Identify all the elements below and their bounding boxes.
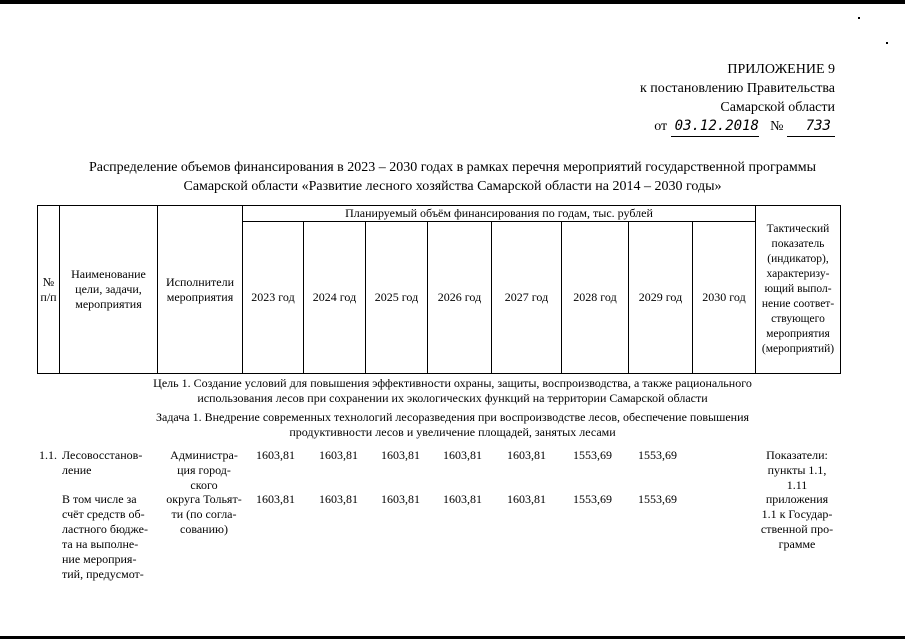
text-line: Лесовосстанов- [62, 448, 143, 462]
col-executors-header: Исполнители мероприятия [158, 206, 243, 374]
value-2024: 1603,81 [319, 492, 358, 506]
text-line: ление [62, 463, 92, 477]
text-line: ция город- [177, 463, 231, 477]
col-num-header: № п/п [38, 206, 60, 374]
text-line: ние мероприя- [62, 552, 137, 566]
value-2027: 1603,81 [507, 448, 546, 462]
col-name-header: Наименование цели, задачи, мероприятия [60, 206, 158, 374]
year-header: 2026 год [428, 222, 492, 374]
text-line: приложения [765, 492, 829, 506]
text-line: счёт средств об- [62, 507, 145, 521]
planned-funding-header: Планируемый объём финансирования по годам, тыс. рублей [243, 206, 756, 222]
row-number: 1.1. [39, 448, 57, 462]
value-2023: 1603,81 [256, 492, 295, 506]
text-line: Показатели: [766, 448, 828, 462]
top-border [0, 0, 905, 4]
goal-line-1: Цель 1. Создание условий для повышения эффективности охраны, защиты, воспроизводства, а также рационального [153, 376, 752, 390]
header-table [37, 205, 841, 374]
value-2029: 1553,69 [638, 492, 677, 506]
text-line: В том числе за [62, 492, 137, 506]
title-line-1: Распределение объемов финансирования в 2023 – 2030 годах в рамках перечня мероприятий государственной программы [88, 160, 817, 175]
scan-speck [858, 17, 860, 19]
handwritten-date: 03.12.2018 [671, 117, 759, 137]
appendix-title: ПРИЛОЖЕНИЕ 9 [727, 62, 835, 77]
value-2029: 1553,69 [638, 448, 677, 462]
bottom-border [0, 636, 905, 639]
indicator [753, 492, 841, 552]
year-header: 2029 год [629, 222, 693, 374]
title-line-2: Самарской области «Развитие лесного хозяйства Самарской области на 2014 – 2030 годы» [183, 179, 722, 194]
handwritten-number: 733 [787, 117, 835, 137]
task-1 [40, 410, 865, 440]
task-line-1: Задача 1. Внедрение современных технологий лесоразведения при воспроизводстве лесов, обеспечение повышения [155, 410, 750, 424]
appendix-region: Самарской области [720, 100, 835, 115]
task-line-2: продуктивности лесов и увеличение площадей, занятых лесами [289, 425, 616, 439]
text-line: ственной про- [760, 522, 834, 536]
value-2028: 1553,69 [573, 448, 612, 462]
value-2026: 1603,81 [443, 448, 482, 462]
text-line: 1.1 к Государ- [761, 507, 833, 521]
col-indicator-header: Тактический показатель (индикатор), характеризу- ющий выпол- нение соответ- ствующего мероприятия (мероприятий) [756, 206, 841, 374]
indicator [753, 448, 841, 493]
text-line: ского [190, 478, 218, 492]
appendix-date-row [640, 117, 835, 137]
text-line: та на выполне- [62, 537, 139, 551]
value-2028: 1553,69 [573, 492, 612, 506]
value-2023: 1603,81 [256, 448, 295, 462]
value-2024: 1603,81 [319, 448, 358, 462]
measure-name [62, 448, 142, 478]
year-header: 2024 год [304, 222, 366, 374]
text-line: тий, предусмот- [62, 567, 144, 581]
appendix-block [640, 60, 835, 137]
text-line: сованию) [180, 522, 228, 536]
value-2025: 1603,81 [381, 448, 420, 462]
year-header: 2025 год [366, 222, 428, 374]
scan-speck [886, 42, 888, 44]
from-label: от [654, 119, 668, 134]
year-header: 2028 год [562, 222, 629, 374]
value-2025: 1603,81 [381, 492, 420, 506]
year-header: 2027 год [492, 222, 562, 374]
year-header: 2023 год [243, 222, 304, 374]
executor [162, 448, 246, 493]
text-line: пункты 1.1, [767, 463, 827, 477]
measure-name [62, 492, 148, 582]
appendix-resolution: к постановлению Правительства [639, 81, 835, 96]
goal-line-2: использования лесов при сохранении их экологических функций на территории Самарской области [197, 391, 708, 405]
value-2026: 1603,81 [443, 492, 482, 506]
text-line: ластного бюдже- [62, 522, 148, 536]
number-label: № [770, 119, 784, 134]
text-line: 1.11 [786, 478, 808, 492]
text-line: грамме [778, 537, 816, 551]
text-line: Администра- [170, 448, 238, 462]
text-line: ти (по согла- [171, 507, 237, 521]
value-2027: 1603,81 [507, 492, 546, 506]
executor [162, 492, 246, 537]
year-header: 2030 год [693, 222, 756, 374]
goal-1 [40, 376, 865, 406]
text-line: округа Тольят- [166, 492, 242, 506]
document-title [20, 158, 885, 196]
